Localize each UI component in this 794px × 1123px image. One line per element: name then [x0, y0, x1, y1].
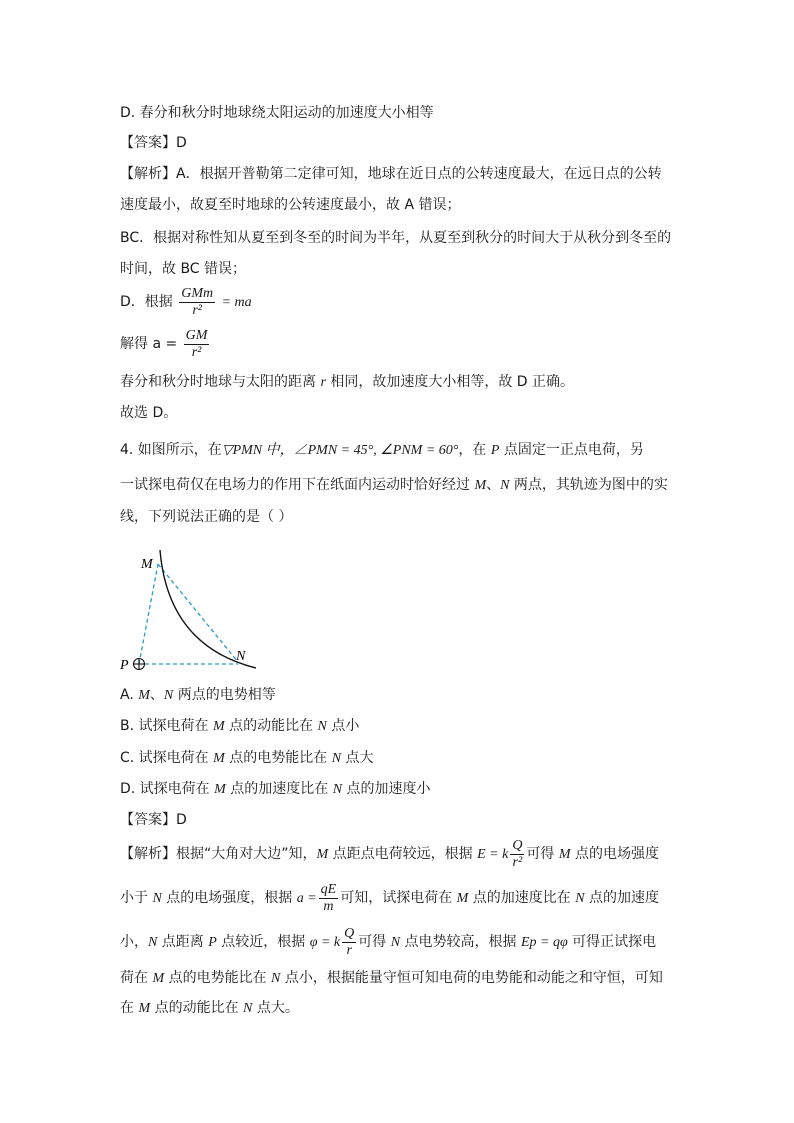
option-a: [120, 685, 276, 706]
fraction: [179, 286, 215, 319]
text: 可得正试探电: [567, 934, 657, 950]
text: A.: [120, 687, 139, 703]
text: 点较近，根据: [216, 934, 310, 950]
var-m: M: [152, 971, 165, 986]
text: 荷在: [120, 970, 153, 986]
text: 点大: [341, 750, 374, 766]
text: 、: [486, 477, 501, 493]
analysis-q4-line-3: [120, 924, 656, 961]
analysis-text: A．根据开普勒第二定律可知，地球在近日点的公转速度最大，在远日点的公转: [176, 166, 662, 182]
fraction-denominator: r²: [512, 854, 523, 870]
fraction: [510, 838, 524, 871]
fraction-denominator: r²: [191, 344, 202, 360]
text: 点小: [326, 718, 360, 734]
var-n: N: [148, 935, 158, 950]
triangle-figure: [116, 546, 266, 674]
text: B. 试探电荷在: [120, 718, 213, 734]
answer-value: D: [176, 812, 187, 828]
text: 点的电势能比在: [224, 750, 332, 766]
fraction-denominator: r: [346, 942, 352, 958]
var-r: r: [320, 375, 326, 390]
var-m: M: [212, 719, 225, 734]
label-m: M: [141, 557, 153, 572]
text: 点的加速度比在: [468, 890, 576, 906]
option-d: [120, 779, 431, 800]
text: 根据“大角对大边”知，: [176, 846, 317, 862]
var-m: M: [138, 1001, 151, 1016]
text: 点的电场强度: [570, 846, 660, 862]
text: 可知，试探电荷在: [340, 890, 457, 906]
var-n: N: [331, 751, 342, 766]
analysis-prev-line-2: 速度最小，故夏至时地球的公转速度最小，故 A 错误；: [120, 197, 461, 213]
text: 点距点电荷较远，根据: [328, 846, 478, 862]
analysis-prev-line-5: [120, 284, 252, 321]
text: 在: [120, 1000, 139, 1016]
text: D. 试探电荷在: [120, 781, 215, 797]
text: 点的电势能比在: [164, 970, 272, 986]
analysis-q4-line-5: [120, 998, 299, 1019]
text: 点的电场强度，根据: [161, 890, 297, 906]
var-n: N: [163, 688, 174, 703]
analysis-prev-line-6: [120, 326, 211, 362]
analysis-q4-line-4: [120, 968, 663, 989]
text: 4. 如图所示，在: [120, 442, 222, 458]
q4-stem-line-3: 线，下列说法正确的是（ ）: [120, 509, 293, 525]
equation: E = k: [477, 847, 509, 862]
text: 一试探电荷仅在电场力的作用下在纸面内运动时恰好经过: [120, 477, 475, 493]
fraction-numerator: Q: [344, 925, 355, 941]
text: C. 试探电荷在: [120, 750, 214, 766]
equation: a =: [296, 891, 317, 906]
equation: ▽PMN 中，∠PMN = 45°, ∠PNM = 60°: [221, 443, 459, 458]
equation: = ma: [221, 295, 252, 310]
var-m: M: [316, 847, 329, 862]
answer-prev: [120, 133, 187, 153]
analysis-prev-line-4: 时间，故 BC 错误；: [120, 261, 247, 277]
var-n: N: [271, 971, 281, 986]
text: 点大。: [252, 1000, 299, 1016]
fraction: [184, 328, 210, 361]
option-b: [120, 716, 359, 737]
fraction-numerator: qE: [320, 881, 337, 897]
label-p: P: [120, 658, 129, 673]
analysis-q4-line-1: [120, 836, 659, 873]
text: ，在: [458, 442, 491, 458]
var-n: N: [575, 891, 585, 906]
analysis-prev-line-7: [120, 372, 574, 393]
fraction: [342, 926, 356, 959]
text: 、: [149, 687, 164, 703]
text: 点电势较高，根据: [400, 934, 521, 950]
text: 点的加速度: [584, 890, 660, 906]
var-p: P: [490, 443, 500, 458]
analysis-label: 【解析】: [120, 166, 176, 182]
fraction-numerator: Q: [512, 837, 523, 853]
q4-stem-line-2: [120, 475, 668, 496]
var-n: N: [390, 935, 401, 950]
text: 两点的电势相等: [173, 687, 276, 703]
var-m: M: [474, 478, 487, 493]
analysis-prev-line-8: 故选 D。: [120, 405, 178, 421]
text: 相同，故加速度大小相等，故 D 正确。: [325, 374, 575, 390]
var-m: M: [456, 891, 469, 906]
var-n: N: [243, 1001, 253, 1016]
text: 点的加速度小: [342, 781, 431, 797]
fraction-denominator: r²: [192, 302, 202, 318]
var-n: N: [332, 782, 343, 797]
text: 点距离: [157, 934, 209, 950]
text: 点固定一正点电荷，另: [499, 442, 644, 458]
equation: φ = k: [309, 935, 341, 950]
text: 可得: [358, 934, 391, 950]
var-p: P: [208, 935, 217, 950]
var-n: N: [152, 891, 162, 906]
q4-stem-line-1: [120, 440, 644, 461]
analysis-prev-line-1: [120, 164, 662, 184]
var-n: N: [317, 719, 327, 734]
text: 点的加速度比在: [225, 781, 333, 797]
text: 解得 a =: [120, 336, 178, 352]
answer-q4: [120, 810, 187, 830]
text: 春分和秋分时地球与太阳的距离: [120, 374, 321, 390]
fraction-numerator: GM: [185, 327, 208, 343]
text: 点小，根据能量守恒可知电荷的电势能和动能之和守恒，可知: [280, 970, 663, 986]
fraction-denominator: m: [323, 898, 334, 914]
text: 小，: [120, 934, 148, 950]
fraction-numerator: GMm: [181, 285, 214, 301]
text: 小于: [120, 890, 153, 906]
var-n: N: [500, 478, 510, 493]
segment-pm: [139, 564, 158, 664]
var-m: M: [214, 782, 226, 797]
var-m: M: [213, 751, 225, 766]
option-c: [120, 748, 374, 769]
equation: Ep = qφ: [520, 935, 568, 950]
text: 点的动能比在: [150, 1000, 244, 1016]
analysis-prev-line-3: BC．根据对称性知从夏至到冬至的时间为半年，从夏至到秋分的时间大于从秋分到冬至的: [120, 230, 672, 246]
text: 两点，其轨迹为图中的实: [509, 477, 668, 493]
text: 点的动能比在: [224, 718, 318, 734]
analysis-q4-line-2: [120, 880, 659, 917]
fraction: [319, 882, 339, 915]
var-m: M: [558, 847, 571, 862]
text: D．根据: [120, 294, 173, 310]
option-d-prev: D. 春分和秋分时地球绕太阳运动的加速度大小相等: [120, 105, 434, 121]
segment-mn: [158, 564, 238, 662]
var-m: M: [138, 688, 150, 703]
analysis-label: 【解析】: [120, 846, 176, 862]
label-n: N: [236, 649, 246, 664]
answer-value: D: [176, 135, 187, 151]
answer-label: 【答案】: [120, 135, 176, 151]
answer-label: 【答案】: [120, 812, 176, 828]
text: 可得: [526, 846, 559, 862]
